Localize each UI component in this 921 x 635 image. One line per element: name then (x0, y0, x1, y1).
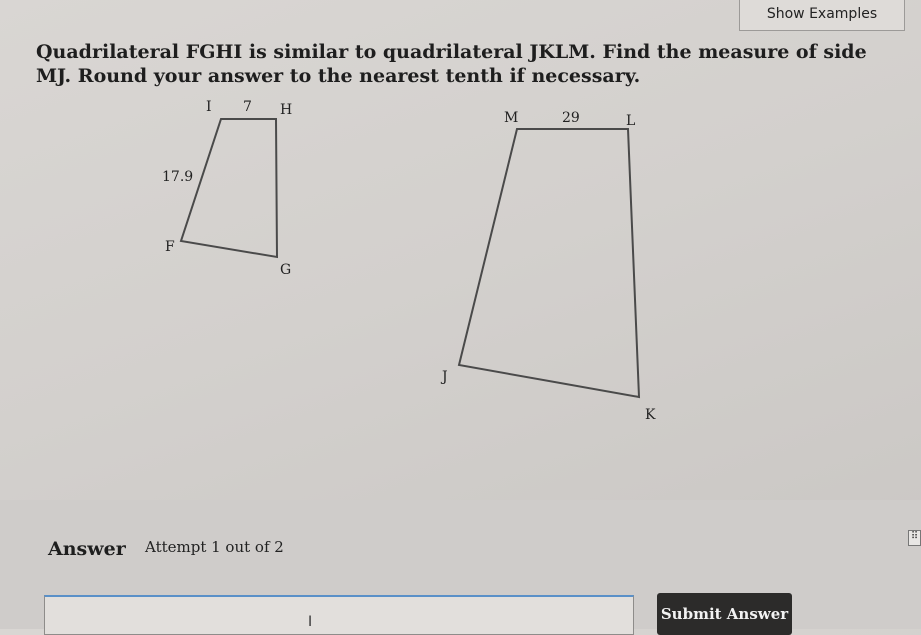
vertex-f-label: F (165, 239, 175, 255)
keypad-icon[interactable]: ⠿ (908, 530, 921, 546)
question-text: Quadrilateral FGHI is similar to quadrilateral JKLM. Find the measure of side MJ. Round your answer to the nearest tenth if necessary. (36, 41, 867, 87)
side-if-label: 17.9 (162, 169, 194, 185)
vertex-m-label: M (504, 110, 519, 126)
vertex-l-label: L (626, 113, 636, 129)
show-examples-button[interactable]: Show Examples (739, 0, 905, 31)
answer-title: Answer (48, 538, 126, 560)
attempt-counter: Attempt 1 out of 2 (145, 538, 284, 556)
text-cursor-icon: I (308, 614, 313, 630)
quadrilateral-jklm (459, 129, 639, 397)
side-ih-label: 7 (243, 99, 252, 115)
answer-input[interactable] (44, 595, 634, 635)
side-ml-label: 29 (562, 110, 580, 126)
vertex-i-label: I (206, 99, 212, 115)
submit-answer-button[interactable]: Submit Answer (657, 593, 792, 635)
quadrilateral-fghi (181, 119, 277, 257)
vertex-h-label: H (280, 102, 293, 118)
vertex-j-label: J (442, 369, 448, 385)
vertex-k-label: K (645, 407, 656, 423)
vertex-g-label: G (280, 262, 292, 278)
